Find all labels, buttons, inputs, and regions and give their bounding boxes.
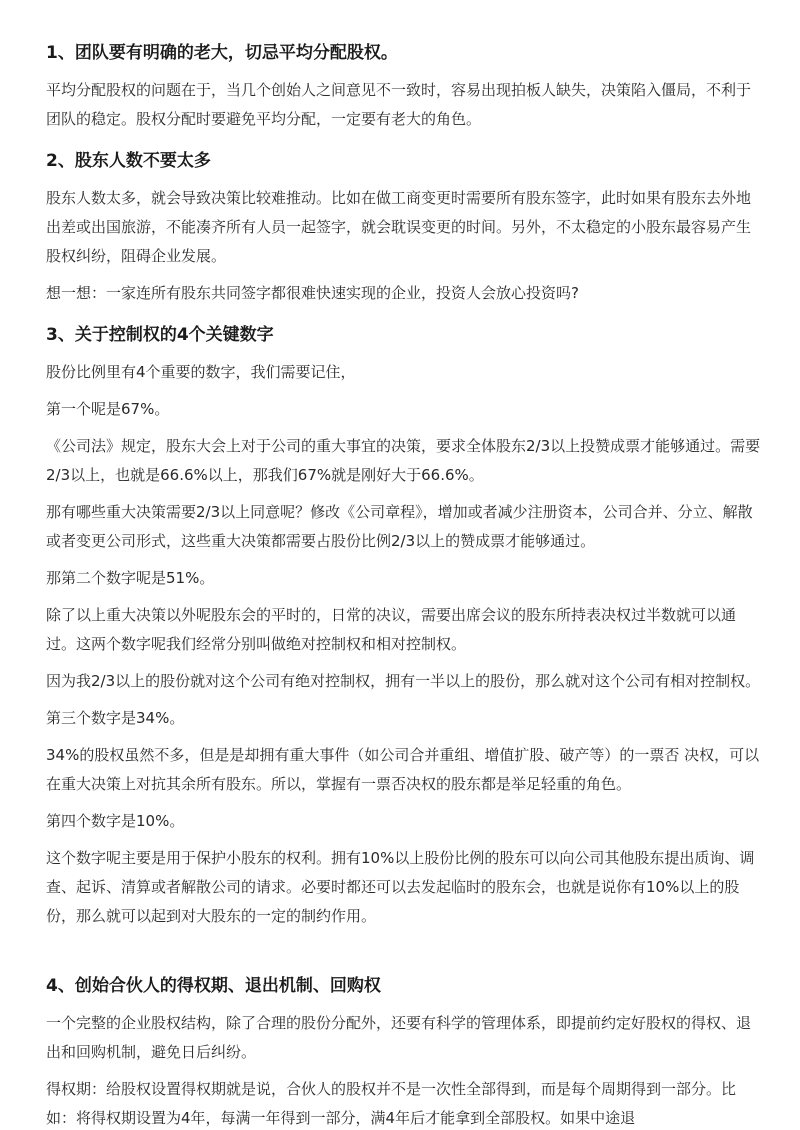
section-4 [46, 973, 764, 1130]
section-3-paragraph-4: 那有哪些重大决策需要2/3以上同意呢？修改《公司章程》，增加或者减少注册资本，公司合并、分立、解散或者变更公司形式，这些重大决策都需要占股份比例2/3以上的赞成票才能够通过。 [46, 503, 753, 550]
section-4-heading: 4、创始合伙人的得权期、退出机制、回购权 [46, 976, 381, 996]
section-3-paragraph-8: 第三个数字是34%。 [46, 709, 185, 727]
section-3-paragraph-10: 第四个数字是10%。 [46, 812, 185, 830]
section-4-paragraph-2: 得权期：给股权设置得权期就是说，合伙人的股权并不是一次性全部得到，而是每个周期得到一部分。比如：将得权期设置为4年，每满一年得到一部分，满4年后才能拿到全部股权。如果中途退 [46, 1080, 737, 1127]
section-3-paragraph-3: 《公司法》规定，股东大会上对于公司的重大事宜的决策，要求全体股东2/3以上投赞成票才能够通过。需要2/3以上，也就是66.6%以上，那我们67%就是刚好大于66.6%。 [46, 437, 761, 484]
section-1-paragraph-1: 平均分配股权的问题在于，当几个创始人之间意见不一致时，容易出现拍板人缺失，决策陷入僵局，不利于团队的稳定。股权分配时要避免平均分配，一定要有老大的角色。 [46, 81, 752, 128]
section-2-heading: 2、股东人数不要太多 [46, 151, 211, 171]
section-3-paragraph-7: 因为我2/3以上的股份就对这个公司有绝对控制权，拥有一半以上的股份，那么就对这个公司有相对控制权。 [46, 672, 761, 690]
section-3-paragraph-9: 34%的股权虽然不多，但是是却拥有重大事件（如公司合并重组、增值扩股、破产等）的一票否 决权，可以在重大决策上对抗其余所有股东。所以，掌握有一票否决权的股东都是举足轻重的角色。 [46, 746, 760, 793]
section-2 [46, 148, 764, 308]
section-3-paragraph-1: 股份比例里有4个重要的数字，我们需要记住， [46, 363, 356, 381]
section-3 [46, 322, 764, 931]
section-3-paragraph-6: 除了以上重大决策以外呢股东会的平时的，日常的决议，需要出席会议的股东所持表决权过半数就可以通过。这两个数字呢我们经常分别叫做绝对控制权和相对控制权。 [46, 606, 737, 653]
section-1 [46, 40, 764, 134]
section-3-paragraph-5: 那第二个数字呢是51%。 [46, 569, 215, 587]
section-2-paragraph-2: 想一想：一家连所有股东共同签字都很难快速实现的企业，投资人会放心投资吗? [46, 284, 579, 302]
section-4-paragraph-1: 一个完整的企业股权结构，除了合理的股份分配外，还要有科学的管理体系，即提前约定好股权的得权、退出和回购机制，避免日后纠纷。 [46, 1014, 752, 1061]
section-1-heading: 1、团队要有明确的老大，切忌平均分配股权。 [46, 43, 398, 63]
section-3-paragraph-11: 这个数字呢主要是用于保护小股东的权利。拥有10%以上股份比例的股东可以向公司其他股东提出质询、调查、起诉、清算或者解散公司的请求。必要时都还可以去发起临时的股东会，也就是说你有10%以上的股份，那么就可以起到对大股东的一定的制约作用。 [46, 849, 755, 925]
section-3-paragraph-2: 第一个呢是67%。 [46, 400, 170, 418]
section-2-paragraph-1: 股东人数太多，就会导致决策比较难推动。比如在做工商变更时需要所有股东签字，此时如果有股东去外地出差或出国旅游，不能凑齐所有人员一起签字，就会耽误变更的时间。另外，不太稳定的小股东最容易产生股权纠纷，阻碍企业发展。 [46, 189, 752, 265]
section-3-heading: 3、关于控制权的4个关键数字 [46, 325, 274, 345]
